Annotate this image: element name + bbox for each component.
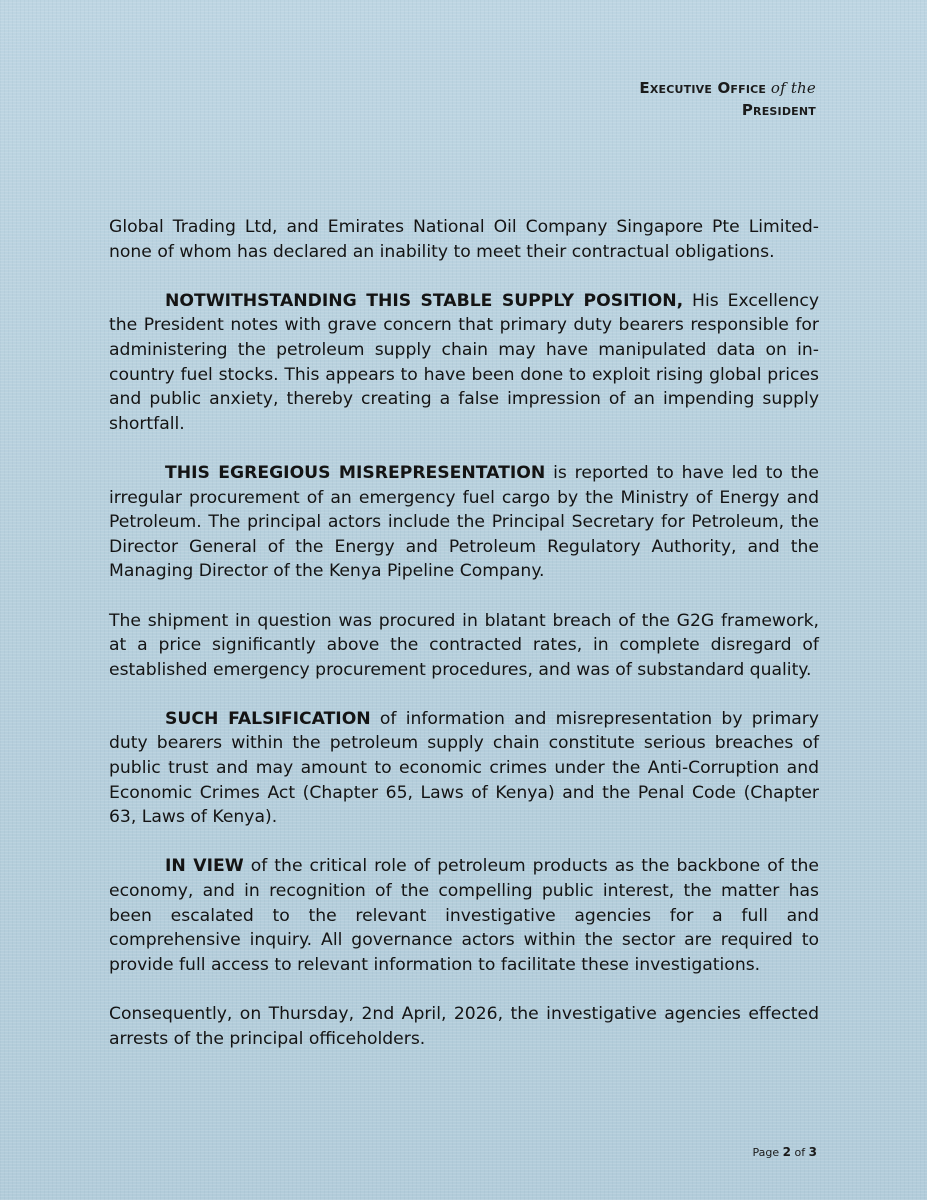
paragraph-3-text: is reported to have led to the irregular procurement of an emergency fuel cargo by the Ministry of Energy and Petroleum. The principal actors include the Principal Secretary for Petroleum, the Director General of the Energy and Petroleum Regulatory Authority, and the Managing Director of the Kenya Pipeline Company.	[109, 462, 819, 582]
page-current: 2	[782, 1145, 792, 1159]
letterhead-of-the: of the	[770, 79, 816, 97]
paragraph-5	[109, 707, 819, 830]
paragraph-2	[109, 289, 819, 437]
paragraph-5-text: of information and misrepresentation by primary duty bearers within the petroleum supply chain constitute serious breaches of public trust and may amount to economic crimes under the Anti-Corruption and Economic Crimes Act (Chapter 65, Laws of Kenya) and the Penal Code (Chapter 63, Laws of Kenya).	[109, 708, 819, 828]
page-total: 3	[808, 1145, 817, 1159]
page-of-label: of	[794, 1146, 806, 1159]
letterhead-president: President	[741, 101, 816, 119]
paragraph-3	[109, 461, 819, 584]
letterhead-office: Executive Office	[639, 79, 767, 97]
paragraph-5-lead: SUCH FALSIFICATION	[165, 708, 371, 729]
paragraph-2-text: His Excellency the President notes with grave concern that primary duty bearers responsible for administering the petroleum supply chain may have manipulated data on in-country fuel stocks. This appears to have been done to exploit rising global prices and public anxiety, thereby creating a false impression of an impending supply shortfall.	[109, 290, 819, 434]
letterhead-line-2	[639, 100, 816, 122]
document-body	[109, 215, 819, 1076]
paragraph-4: The shipment in question was procured in blatant breach of the G2G framework, at a price significantly above the contracted rates, in complete disregard of established emergency procurement procedures, and was of substandard quality.	[109, 610, 819, 680]
paragraph-2-lead: NOTWITHSTANDING THIS STABLE SUPPLY POSITION,	[165, 290, 684, 311]
letterhead-line-1	[639, 78, 816, 100]
paragraph-3-lead: THIS EGREGIOUS MISREPRESENTATION	[165, 462, 546, 483]
paragraph-1: Global Trading Ltd, and Emirates National Oil Company Singapore Pte Limited- none of whom has declared an inability to meet their contractual obligations.	[109, 217, 819, 262]
paragraph-6-text: of the critical role of petroleum products as the backbone of the economy, and in recognition of the compelling public interest, the matter has been escalated to the relevant investigative agencies for a full and comprehensive inquiry. All governance actors within the sector are required to provide full access to relevant information to facilitate these investigations.	[109, 856, 819, 975]
letterhead	[639, 78, 816, 122]
page-number	[753, 1145, 817, 1159]
paragraph-6	[109, 854, 819, 977]
paragraph-7: Consequently, on Thursday, 2nd April, 2026, the investigative agencies effected arrests of the principal officeholders.	[109, 1004, 819, 1049]
paragraph-6-lead: IN VIEW	[165, 856, 244, 877]
page-label: Page	[752, 1146, 780, 1159]
